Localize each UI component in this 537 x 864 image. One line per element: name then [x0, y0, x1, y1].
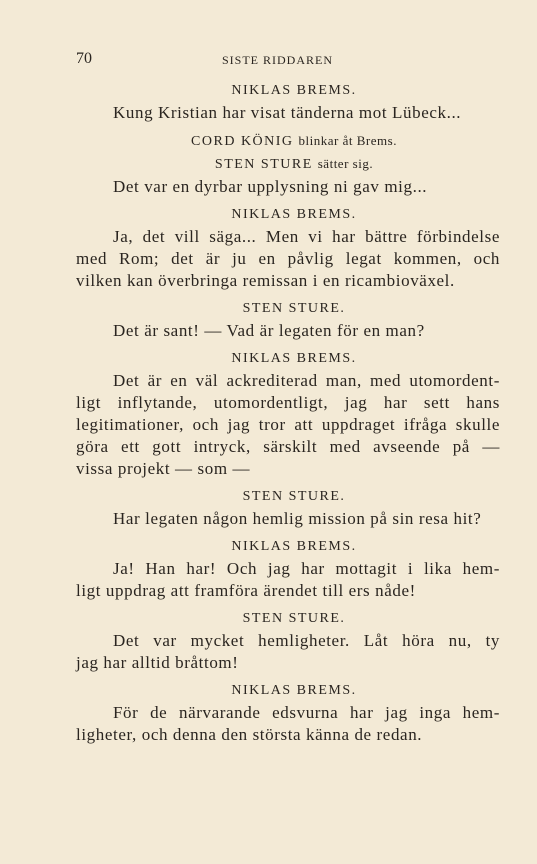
speaker-name	[88, 680, 500, 702]
speaker-name	[88, 348, 500, 370]
dialogue-paragraph	[76, 370, 500, 480]
dialogue-paragraph	[76, 558, 500, 602]
speaker-label: NIKLAS BREMS.	[231, 683, 357, 698]
speaker-label: STEN STURE.	[242, 301, 346, 316]
page-header	[76, 50, 499, 72]
text-line: För de närvarande edsvurna har jag inga hem-	[113, 703, 500, 722]
text-line: med Rom; det är ju en påvlig legat kommen, och	[76, 249, 500, 268]
text-line: göra ett gott intryck, särskilt med avseende på —	[76, 437, 500, 456]
text-line: Det är sant! — Vad är legaten för en man?	[113, 321, 425, 340]
speaker-label: NIKLAS BREMS.	[231, 351, 357, 366]
speaker-label: STEN STURE.	[242, 611, 346, 626]
text-line: Det var mycket hemligheter. Låt höra nu, ty	[113, 631, 500, 650]
dialogue-paragraph	[76, 226, 500, 292]
speaker-label: STEN STURE	[214, 157, 313, 172]
text-line: ligt inflytande, utomordentligt, jag har sett hans	[76, 393, 500, 412]
speaker-name	[88, 80, 500, 102]
running-head: SISTE RIDDAREN	[222, 53, 334, 67]
speaker-label: NIKLAS BREMS.	[231, 539, 357, 554]
text-line: ligheter, och denna den största känna de redan.	[76, 725, 423, 744]
stage-direction: sätter sig.	[317, 156, 374, 171]
speaker-label: STEN STURE.	[242, 489, 346, 504]
speaker-label: NIKLAS BREMS.	[231, 207, 357, 222]
text-line: Har legaten någon hemlig mission på sin resa hit?	[113, 509, 482, 528]
text-line: Ja! Han har! Och jag har mottagit i lika hem-	[113, 559, 500, 578]
text-line: Kung Kristian har visat tänderna mot Lübeck...	[113, 103, 462, 122]
text-line: legitimationer, och jag tror att uppdraget ifråga skulle	[76, 415, 500, 434]
speaker-name	[88, 608, 500, 630]
text-line: vilken kan överbringa remissan i en ricambioväxel.	[76, 271, 455, 290]
dialogue-paragraph	[76, 102, 500, 124]
stage-direction: blinkar åt Brems.	[298, 133, 397, 148]
text-line: jag har alltid bråttom!	[76, 653, 239, 672]
dialogue-paragraph	[76, 176, 500, 198]
speaker-name	[88, 204, 500, 226]
speaker-name	[88, 130, 500, 153]
page-number: 70	[76, 50, 92, 67]
dialogue-body	[76, 80, 500, 752]
text-line: Det var en dyrbar upplysning ni gav mig...	[113, 177, 428, 196]
text-line: Ja, det vill säga... Men vi har bättre förbindelse	[113, 227, 500, 246]
dialogue-paragraph	[76, 320, 500, 342]
speaker-label: CORD KÖNIG	[191, 134, 294, 149]
dialogue-paragraph	[76, 508, 500, 530]
text-line: vissa projekt — som —	[76, 459, 251, 478]
text-line: Det är en väl ackrediterad man, med utomordent-	[113, 371, 500, 390]
speaker-label: NIKLAS BREMS.	[231, 83, 357, 98]
speaker-name	[88, 298, 500, 320]
text-line: ligt uppdrag att framföra ärendet till ers nåde!	[76, 581, 416, 600]
speaker-name	[88, 486, 500, 508]
speaker-name	[88, 536, 500, 558]
dialogue-paragraph	[76, 630, 500, 674]
speaker-name	[88, 153, 500, 176]
dialogue-paragraph	[76, 702, 500, 746]
